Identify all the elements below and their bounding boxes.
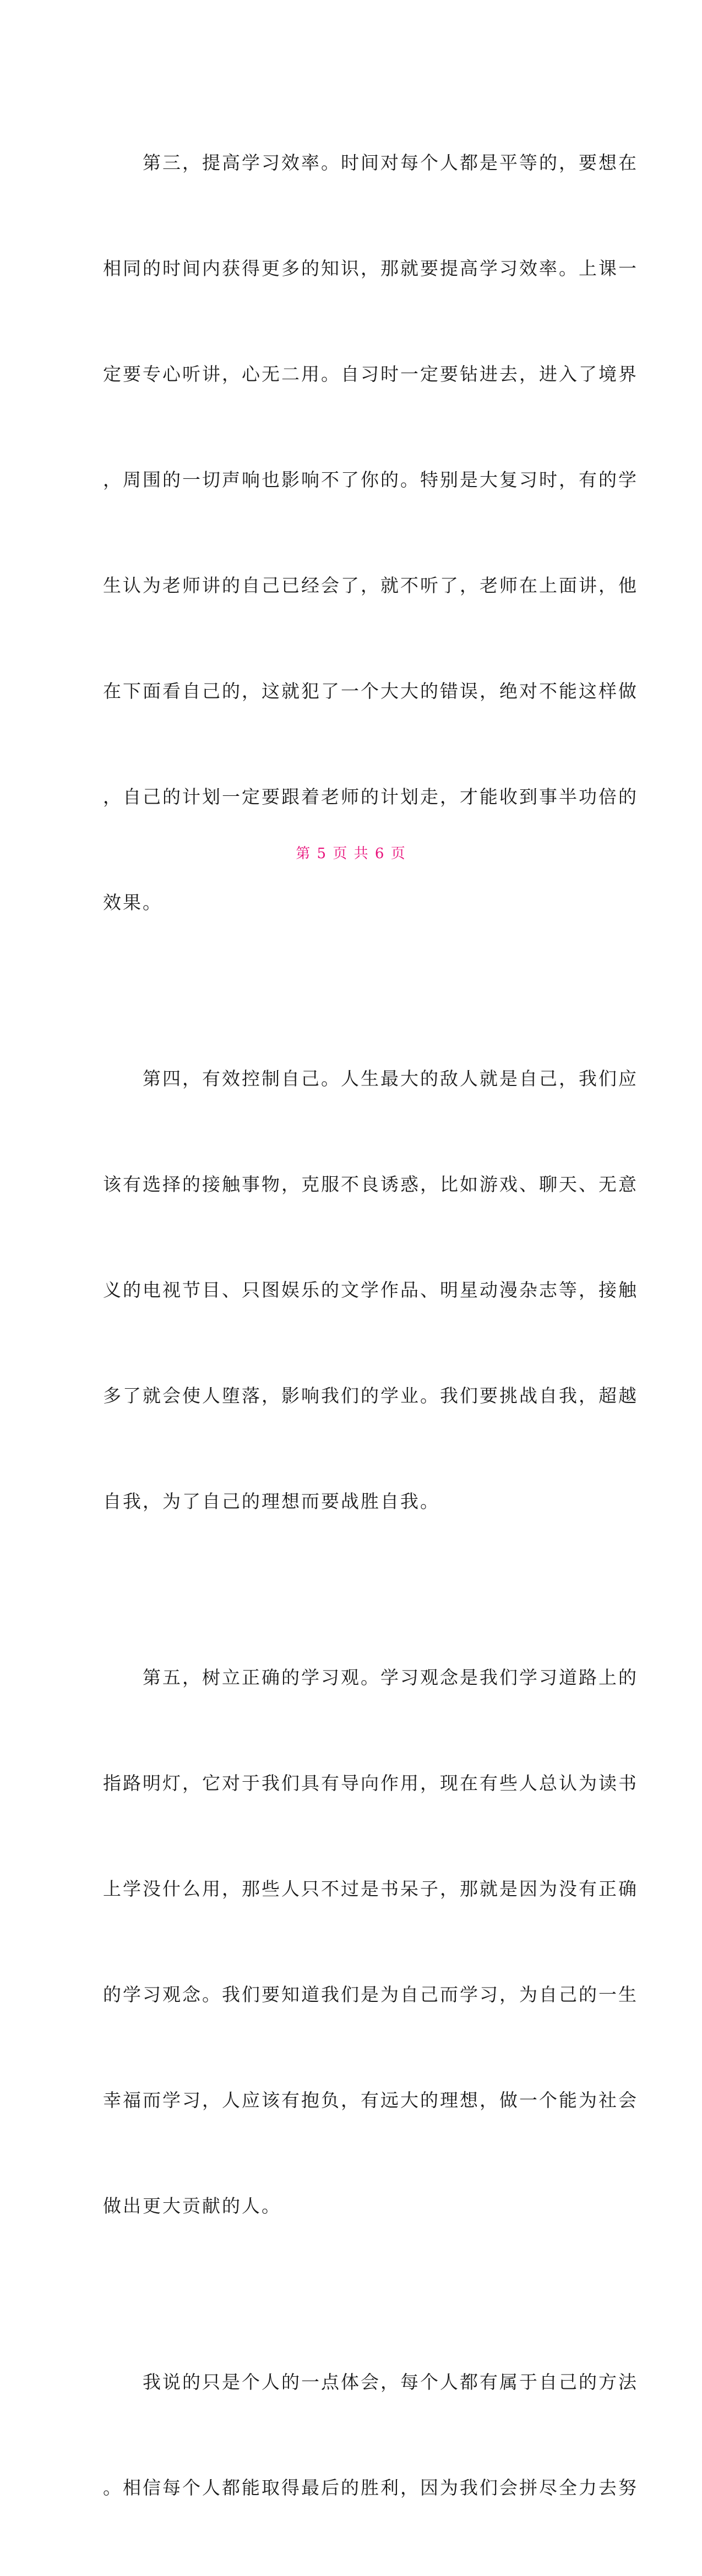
text-line: 指路明灯，它对于我们具有导向作用，现在有些人总认为读书	[103, 1772, 638, 1794]
text-line: ，自己的计划一定要跟着老师的计划走，才能收到事半功倍的	[103, 786, 638, 807]
text-line: 生认为老师讲的自己已经会了，就不听了，老师在上面讲，他	[103, 575, 638, 596]
text-line: 第四，有效控制自己。人生最大的敌人就是自己，我们应	[103, 1068, 638, 1089]
text-line: 在下面看自己的，这就犯了一个大大的错误，绝对不能这样做	[103, 680, 638, 702]
text-line: 义的电视节目、只图娱乐的文学作品、明星动漫杂志等，接触	[103, 1279, 638, 1301]
text-line: 第五，树立正确的学习观。学习观念是我们学习道路上的	[103, 1667, 638, 1688]
text-line: 自我，为了自己的理想而要战胜自我。	[103, 1491, 440, 1512]
text-line: 多了就会使人堕落，影响我们的学业。我们要挑战自我，超越	[103, 1385, 638, 1406]
text-line: 第三，提高学习效率。时间对每个人都是平等的，要想在	[103, 152, 638, 173]
paragraph-fourth-point	[103, 991, 638, 1590]
paragraph-fifth-point	[103, 1590, 638, 2294]
text-line: 幸福而学习，人应该有抱负，有远大的理想，做一个能为社会	[103, 2089, 638, 2111]
text-line: 定要专心听讲，心无二用。自习时一定要钻进去，进入了境界	[103, 363, 638, 385]
text-line: 的学习观念。我们要知道我们是为自己而学习，为自己的一生	[103, 1984, 638, 2005]
paragraph-conclusion	[103, 2294, 638, 2576]
text-line: 该有选择的接触事物，克服不良诱惑，比如游戏、聊天、无意	[103, 1174, 638, 1195]
text-line: 我说的只是个人的一点体会，每个人都有属于自己的方法	[103, 2371, 638, 2393]
text-line: 效果。	[103, 892, 162, 913]
text-line: 上学没什么用，那些人只不过是书呆子，那就是因为没有正确	[103, 1878, 638, 1900]
page-number-footer: 第 5 页 共 6 页	[296, 845, 406, 862]
text-line: 相同的时间内获得更多的知识，那就要提高学习效率。上课一	[103, 258, 638, 279]
text-line: 做出更大贡献的人。	[103, 2195, 281, 2217]
text-line: ，周围的一切声响也影响不了你的。特别是大复习时，有的学	[103, 469, 638, 490]
document-body	[103, 75, 638, 2576]
text-line: 。相信每个人都能取得最后的胜利，因为我们会拼尽全力去努	[103, 2477, 638, 2498]
